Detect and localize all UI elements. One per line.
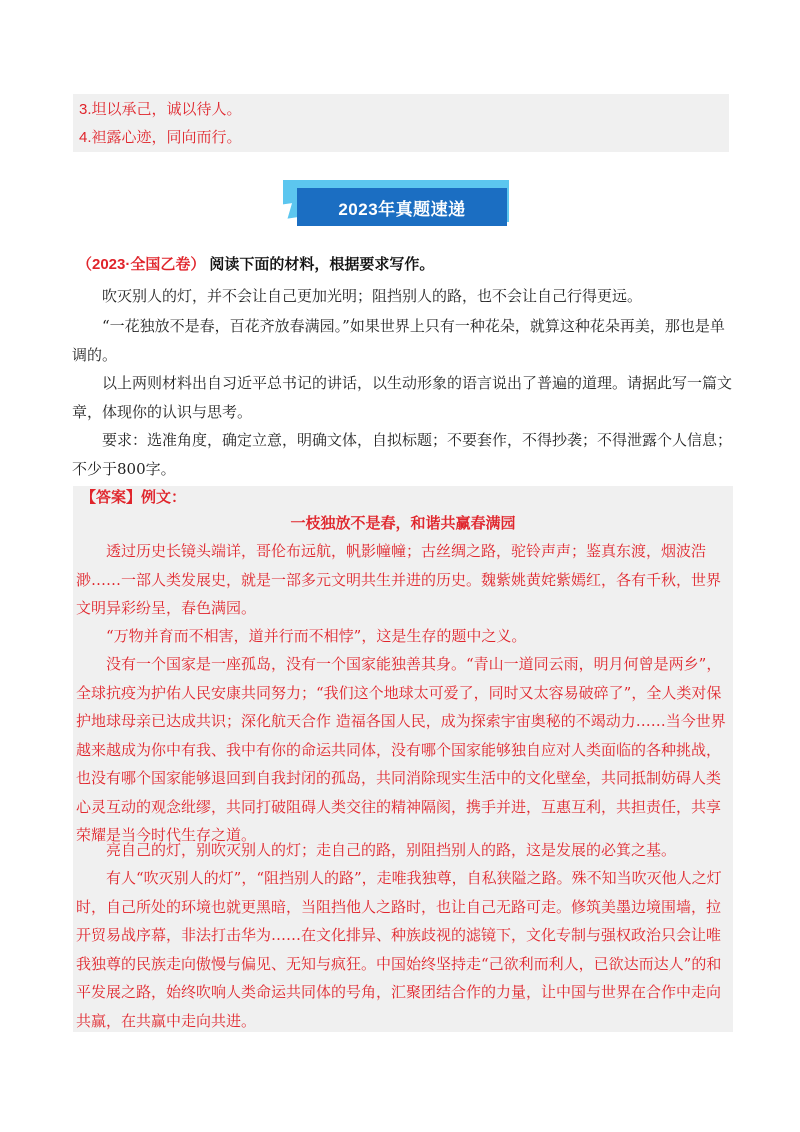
essay-paragraph-1: 透过历史长镜头端详，哥伦布远航，帆影幢幢；古丝绸之路，驼铃声声；鉴真东渡，烟波浩渺……一部人类发展史，就是一部多元文明共生并进的历史。魏紫姚黄姹紫嫣红，各有千秋，世界文明异彩纷呈，春色满园。 [76,542,722,617]
section-banner [283,180,509,230]
question-paragraph-2: “一花独放不是春，百花齐放春满园。”如果世界上只有一种花朵，就算这种花朵再美，那也是单调的。 [72,317,725,364]
essay-title: 一枝独放不是春，和谐共赢春满园 [290,515,516,532]
essay-paragraph-3: 没有一个国家是一座孤岛，没有一个国家能独善其身。“青山一道同云雨，明月何曾是两乡”，全球抗疫为护佑人民安康共同努力；“我们这个地球太可爱了，同时又太容易破碎了”，全人类对保护地球母亲已达成共识；深化航天合作 造福各国人民，成为探索宇宙奥秘的不竭动力……当今世界越来越成为你中有我、我中有你的命运共同体，没有哪个国家能够独自应对人类面临的各种挑战，也没有哪个国家能够退回到自我封闭的孤岛，共同消除现实生活中的文化壁垒，共同抵制妨碍人类心灵互动的观念纰缪，共同打破阻碍人类交往的精神隔阂，携手并进，互惠互利，共担责任，共享荣耀是当今时代生存之道。 [76,655,726,844]
previous-point-4: 4.袒露心迹，同向而行。 [79,129,242,146]
essay-paragraph-4: 亮自己的灯，别吹灭别人的灯；走自己的路，别阻挡别人的路，这是发展的必箕之基。 [106,841,677,859]
banner-title: 2023年真题速递 [297,188,507,226]
essay-paragraph-5: 有人“吹灭别人的灯”，“阻挡别人的路”，走唯我独尊，自私狭隘之路。殊不知当吹灭他人之灯时，自己所处的环境也就更黑暗，当阻挡他人之路时，也让自己无路可走。修筑美墨边境围墙，拉开贸易战序幕，非法打击华为……在文化排异、种族歧视的滤镜下，文化专制与强权政治只会让唯我独尊的民族走向傲慢与偏见、无知与疯狂。中国始终坚持走“己欲利而利人，已欲达而达人”的和平发展之路，始终吹响人类命运共同体的号角，汇聚团结合作的力量，让中国与世界在合作中走向共赢，在共赢中走向共进。 [76,869,722,1030]
question-paragraph-1: 吹灭别人的灯，并不会让自己更加光明；阻挡别人的路，也不会让自己行得更远。 [102,287,643,305]
previous-section-box [73,94,729,152]
question-paragraph-3: 以上两则材料出自习近平总书记的讲话，以生动形象的语言说出了普遍的道理。请据此写一篇文章，体现你的认识与思考。 [72,374,733,421]
question-heading [77,253,434,274]
question-instruction: 阅读下面的材料，根据要求写作。 [209,256,435,273]
question-source: （2023·全国乙卷） [77,256,206,273]
question-paragraph-4: 要求：选准角度，确定立意，明确文体，自拟标题；不要套作，不得抄袭；不得泄露个人信息；不少于800字。 [72,431,733,478]
essay-paragraph-2: “万物并育而不相害，道并行而不相悖”，这是生存的题中之义。 [106,627,527,645]
previous-point-3: 3.坦以承己，诚以待人。 [79,101,242,118]
answer-label: 【答案】例文： [81,489,187,506]
